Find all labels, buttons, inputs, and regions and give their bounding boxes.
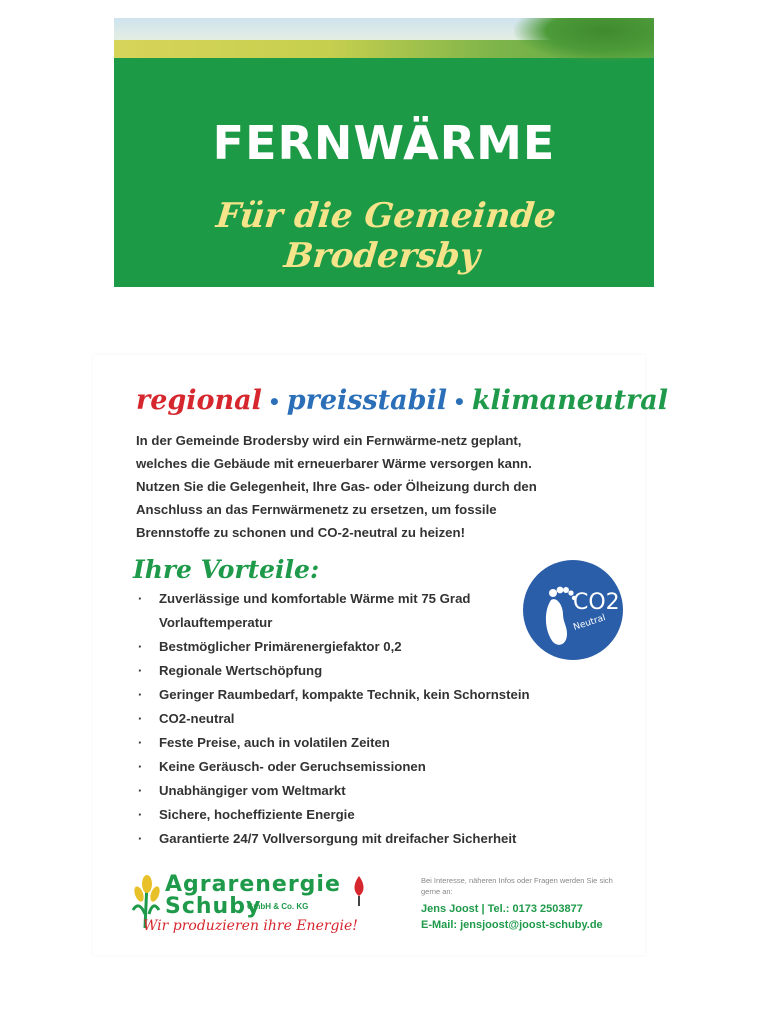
contact-note: Bei Interesse, näheren Infos oder Fragen werden Sie sich gerne an: bbox=[421, 876, 613, 896]
intro-line: welches die Gebäude mit erneuerbarer Wärme versorgen kann. bbox=[136, 456, 532, 471]
contact-phone: Jens Joost | Tel.: 0173 2503877 bbox=[421, 903, 583, 915]
benefit-item: · Geringer Raumbedarf, kompakte Technik, kein Schornstein bbox=[136, 683, 576, 707]
hero-tree bbox=[514, 18, 654, 62]
tagline-separator: • bbox=[453, 390, 466, 414]
page-title: FERNWÄRME bbox=[212, 116, 556, 170]
intro-line: Anschluss an das Fernwärmenetz zu ersetzen, um fossile bbox=[136, 502, 497, 517]
page-subtitle: Für die Gemeinde Brodersby bbox=[214, 196, 558, 276]
hero-banner bbox=[114, 18, 654, 287]
logo-name-line1: Agrarenergie bbox=[165, 872, 341, 897]
tagline-regional: regional bbox=[136, 385, 262, 416]
intro-line: Nutzen Sie die Gelegenheit, Ihre Gas- oder Ölheizung durch den bbox=[136, 479, 537, 494]
flyer bbox=[93, 355, 669, 955]
contact-email: E-Mail: jensjoost@joost-schuby.de bbox=[421, 919, 603, 931]
benefit-item: · Keine Geräusch- oder Geruchsemissionen bbox=[136, 755, 576, 779]
benefit-item: · Garantierte 24/7 Vollversorgung mit dreifacher Sicherheit bbox=[136, 827, 576, 851]
tagline bbox=[136, 385, 668, 416]
benefits-title: Ihre Vorteile: bbox=[133, 555, 320, 584]
logo-legal-form: GmbH & Co. KG bbox=[247, 902, 309, 911]
tagline-preisstabil: preisstabil bbox=[286, 385, 448, 416]
neutral-label: Neutral bbox=[572, 613, 607, 633]
benefit-item: · CO2-neutral bbox=[136, 707, 576, 731]
logo-name-line2: Schuby bbox=[165, 894, 262, 919]
intro-text bbox=[136, 429, 606, 544]
intro-line: In der Gemeinde Brodersby wird ein Fernwärme-netz geplant, bbox=[136, 433, 522, 448]
contact-block bbox=[421, 875, 631, 931]
intro-line: Brennstoffe zu schonen und CO-2-neutral zu heizen! bbox=[136, 525, 465, 540]
benefits-list bbox=[136, 587, 576, 851]
co2-label: CO2 bbox=[573, 590, 620, 615]
benefit-item: · Sichere, hocheffiziente Energie bbox=[136, 803, 576, 827]
benefit-item: · Unabhängiger vom Weltmarkt bbox=[136, 779, 576, 803]
benefit-item: · Zuverlässige und komfortable Wärme mit 75 Grad Vorlauftemperatur bbox=[136, 587, 576, 634]
tagline-klimaneutral: klimaneutral bbox=[471, 385, 669, 416]
benefit-item: · Regionale Wertschöpfung bbox=[136, 659, 576, 683]
logo-slogan: Wir produzieren ihre Energie! bbox=[143, 918, 358, 934]
company-logo bbox=[125, 870, 365, 940]
tagline-separator: • bbox=[267, 390, 281, 414]
flame-icon bbox=[351, 874, 367, 908]
benefit-item: · Bestmöglicher Primärenergiefaktor 0,2 bbox=[136, 635, 576, 659]
benefit-item: · Feste Preise, auch in volatilen Zeiten bbox=[136, 731, 576, 755]
